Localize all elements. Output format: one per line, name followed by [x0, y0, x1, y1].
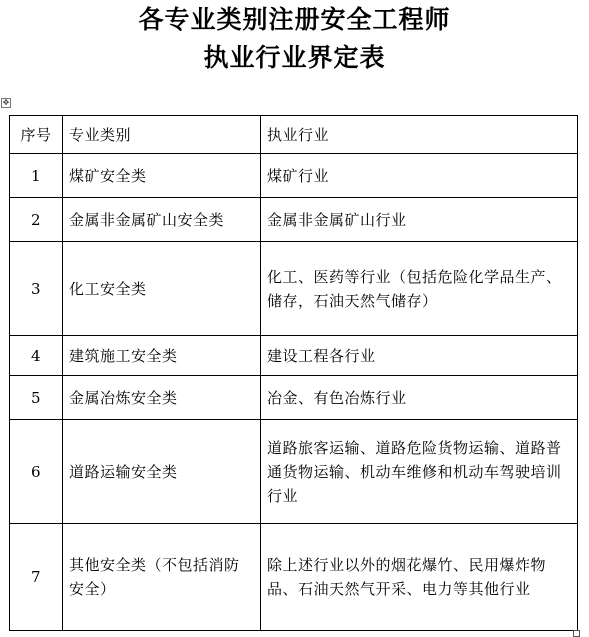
row-industry: 冶金、有色冶炼行业 — [261, 376, 578, 420]
row-industry: 化工、医药等行业（包括危险化学品生产、储存，石油天然气储存） — [261, 242, 578, 336]
header-serial-number: 序号 — [10, 116, 63, 154]
table-row — [10, 198, 578, 242]
table-row — [10, 420, 578, 524]
table-resize-handle-icon[interactable] — [573, 630, 580, 637]
row-category: 其他安全类（不包括消防安全） — [63, 524, 261, 631]
row-industry: 道路旅客运输、道路危险货物运输、道路普通货物运输、机动车维修和机动车驾驶培训行业 — [261, 420, 578, 524]
header-category: 专业类别 — [63, 116, 261, 154]
row-category: 道路运输安全类 — [63, 420, 261, 524]
row-number: 5 — [10, 376, 63, 420]
row-number: 1 — [10, 154, 63, 198]
row-industry: 建设工程各行业 — [261, 336, 578, 376]
header-industry: 执业行业 — [261, 116, 578, 154]
table-header-row — [10, 116, 578, 154]
table-row — [10, 524, 578, 631]
table-move-handle-icon[interactable]: ✥ — [2, 98, 10, 107]
table-row — [10, 242, 578, 336]
document-title-line2: 执业行业界定表 — [203, 43, 386, 72]
table-row — [10, 376, 578, 420]
row-category: 金属非金属矿山安全类 — [63, 198, 261, 242]
row-category: 金属冶炼安全类 — [63, 376, 261, 420]
row-industry: 金属非金属矿山行业 — [261, 198, 578, 242]
row-category: 建筑施工安全类 — [63, 336, 261, 376]
document-title-line1: 各专业类别注册安全工程师 — [138, 5, 451, 34]
row-number: 6 — [10, 420, 63, 524]
table-row — [10, 336, 578, 376]
classification-table — [9, 115, 578, 631]
row-number: 7 — [10, 524, 63, 631]
row-industry: 煤矿行业 — [261, 154, 578, 198]
row-number: 4 — [10, 336, 63, 376]
row-industry: 除上述行业以外的烟花爆竹、民用爆炸物品、石油天然气开采、电力等其他行业 — [261, 524, 578, 631]
row-category: 煤矿安全类 — [63, 154, 261, 198]
row-category: 化工安全类 — [63, 242, 261, 336]
table-row — [10, 154, 578, 198]
row-number: 3 — [10, 242, 63, 336]
row-number: 2 — [10, 198, 63, 242]
